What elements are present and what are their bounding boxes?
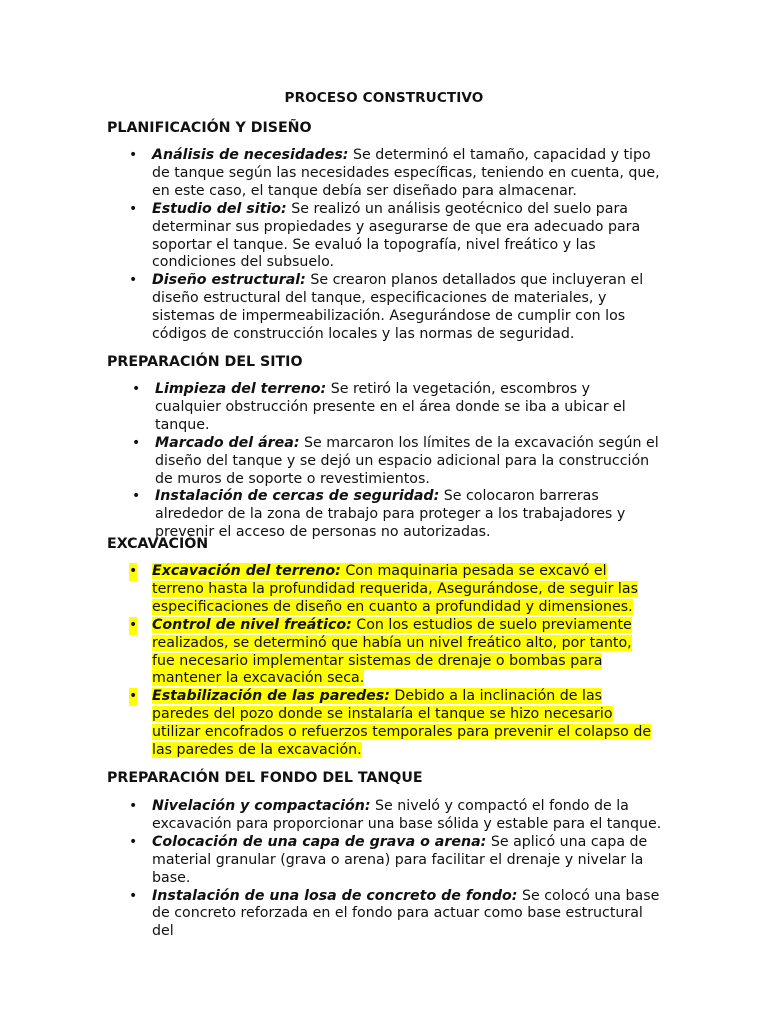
item-term: Diseño estructural: <box>152 272 306 289</box>
item-term: Análisis de necesidades: <box>152 147 349 163</box>
bullet-icon: • <box>129 147 138 163</box>
bullet-icon: • <box>129 200 138 217</box>
item-term: Limpieza del terreno: <box>155 381 327 397</box>
bullet-icon: • <box>132 381 141 397</box>
bullet-icon: • <box>132 488 141 505</box>
item-term: Estudio del sitio: <box>152 200 287 217</box>
item-term: Marcado del área: <box>155 434 300 451</box>
item-text: Se realizó un análisis geotécnico del suelo para determinar sus propiedades y asegurarse de que era adecuado para soportar el tanque. Se evaluó la topografía, nivel freático y las condiciones del subsuelo. <box>152 200 641 271</box>
bullet-icon: • <box>129 563 138 579</box>
section-list-excavacion <box>129 563 657 760</box>
list-item <box>129 887 662 942</box>
item-term: Instalación de cercas de seguridad: <box>155 488 440 505</box>
item-text: Debido a la inclinación de las paredes del pozo donde se instalaría el tanque se hizo necesario utilizar encofrados o refuerzos temporales para prevenir el colapso de las paredes de la excavación. <box>152 688 652 759</box>
list-item <box>129 272 664 344</box>
item-text: Se determinó el tamaño, capacidad y tipo de tanque según las necesidades específicas, teniendo en cuenta, que, en este caso, el tanque debía ser diseñado para almacenar. <box>152 147 660 199</box>
document-title: PROCESO CONSTRUCTIVO <box>284 90 484 106</box>
list-item <box>129 688 657 760</box>
list-item <box>132 434 660 489</box>
item-term: Instalación de una losa de concreto de fondo: <box>152 887 518 904</box>
bullet-icon: • <box>132 434 141 451</box>
item-text: Con maquinaria pesada se excavó el terreno hasta la profundidad requerida, Asegurándose, de seguir las especificaciones de diseño en cuanto a profundidad y dimensiones. <box>152 563 638 615</box>
list-item <box>129 200 664 273</box>
list-item <box>129 563 657 617</box>
item-text: Se colocó una base de concreto reforzada en el fondo para actuar como base estructural del <box>152 887 660 940</box>
bullet-icon: • <box>129 688 138 705</box>
bullet-icon: • <box>129 272 138 289</box>
bullet-icon: • <box>129 798 138 814</box>
section-heading-fondo-tanque: PREPARACIÓN DEL FONDO DEL TANQUE <box>107 770 423 786</box>
section-heading-preparacion-sitio: PREPARACIÓN DEL SITIO <box>107 354 303 370</box>
item-text: Con los estudios de suelo previamente realizados, se determinó que había un nivel freático alto, por tanto, fue necesario implementar sistemas de drenaje o bombas para mantener la excavación seca. <box>152 616 632 687</box>
item-term: Estabilización de las paredes: <box>152 688 390 705</box>
item-term: Control de nivel freático: <box>152 616 352 633</box>
list-item <box>129 616 657 689</box>
list-item <box>129 833 662 888</box>
section-heading-planificacion: PLANIFICACIÓN Y DISEÑO <box>107 120 312 136</box>
item-term: Colocación de una capa de grava o arena: <box>152 833 487 850</box>
item-text: Se niveló y compactó el fondo de la excavación para proporcionar una base sólida y estable para el tanque. <box>152 798 662 832</box>
section-list-planificacion <box>129 147 664 344</box>
item-text: Se crearon planos detallados que incluyeran el diseño estructural del tanque, especificaciones de materiales, y sistemas de impermeabilización. Asegurándose de cumplir con los códigos de construcción locales y las normas de seguridad. <box>152 272 644 343</box>
section-list-preparacion-sitio <box>132 381 660 542</box>
section-list-fondo-tanque <box>129 798 662 941</box>
list-item <box>129 798 662 834</box>
item-text: Se colocaron barreras alrededor de la zona de trabajo para proteger a los trabajadores y prevenir el acceso de personas no autorizadas. <box>155 488 626 541</box>
item-text: Se aplicó una capa de material granular (grava o arena) para facilitar el drenaje y nivelar la base. <box>152 833 648 886</box>
item-term: Nivelación y compactación: <box>152 798 371 814</box>
bullet-icon: • <box>129 887 138 904</box>
item-text: Se retiró la vegetación, escombros y cualquier obstrucción presente en el área donde se iba a ubicar el tanque. <box>155 381 626 433</box>
bullet-icon: • <box>129 833 138 850</box>
bullet-icon: • <box>129 616 138 633</box>
item-text: Se marcaron los límites de la excavación según el diseño del tanque y se dejó un espacio adicional para la construcción de muros de soporte o revestimientos. <box>155 434 659 487</box>
section-heading-excavacion: EXCAVACIÓN <box>107 536 209 552</box>
list-item <box>132 381 660 435</box>
list-item <box>132 488 660 542</box>
list-item <box>129 147 664 201</box>
item-term: Excavación del terreno: <box>152 563 341 579</box>
